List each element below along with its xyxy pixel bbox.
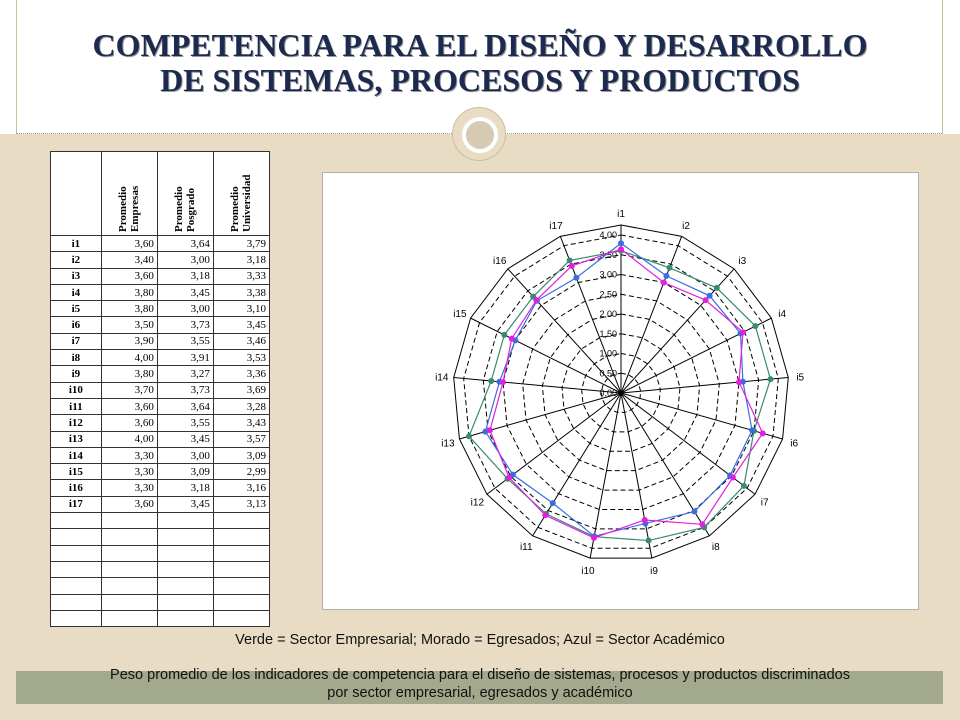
category-label: i17 — [549, 221, 563, 233]
data-point — [691, 509, 697, 515]
row-label: i12 — [51, 415, 102, 431]
cell-universidad: 3,38 — [213, 284, 269, 300]
data-point — [663, 273, 669, 279]
empty-cell — [157, 610, 213, 626]
cell-universidad: 3,46 — [213, 333, 269, 349]
data-point — [703, 297, 709, 303]
tick-label: 2,00 — [599, 309, 617, 319]
empty-cell — [157, 561, 213, 577]
table-row — [51, 366, 270, 382]
data-point — [466, 433, 472, 439]
row-label: i8 — [51, 350, 102, 366]
description-caption: Peso promedio de los indicadores de competencia para el diseño de sistemas, procesos y productos discriminados por sector empresarial, egresados y académico — [110, 667, 850, 701]
cell-empresas: 3,60 — [101, 496, 157, 512]
cell-universidad: 3,79 — [213, 236, 269, 252]
cell-posgrado: 3,27 — [157, 366, 213, 382]
spoke-line — [454, 377, 621, 393]
empty-cell — [213, 529, 269, 545]
tick-label: 1,50 — [599, 328, 617, 339]
cell-empresas: 3,60 — [101, 268, 157, 284]
empty-cell — [157, 545, 213, 561]
table-empty-row — [51, 545, 270, 561]
category-label: i5 — [796, 372, 805, 384]
data-point — [569, 263, 575, 269]
cell-posgrado: 3,45 — [157, 284, 213, 300]
table-row — [51, 398, 270, 414]
row-label: i17 — [51, 496, 102, 512]
cell-empresas: 3,40 — [101, 252, 157, 268]
cell-empresas: 3,30 — [101, 447, 157, 463]
data-point — [509, 336, 515, 342]
row-label: i4 — [51, 284, 102, 300]
cell-universidad: 3,16 — [213, 480, 269, 496]
table-row — [51, 252, 270, 268]
table-empty-row — [51, 594, 270, 610]
empty-cell — [51, 610, 102, 626]
category-label: i13 — [441, 438, 455, 450]
cell-posgrado: 3,91 — [157, 350, 213, 366]
category-label: i9 — [650, 565, 658, 577]
data-point — [646, 538, 652, 544]
category-label: i16 — [493, 255, 507, 267]
cell-posgrado: 3,55 — [157, 333, 213, 349]
data-point — [618, 246, 624, 252]
table-row — [51, 268, 270, 284]
empty-cell — [51, 561, 102, 577]
cell-universidad: 3,36 — [213, 366, 269, 382]
data-point — [573, 275, 579, 281]
empty-cell — [101, 578, 157, 594]
circle-ornament-ring — [462, 117, 498, 153]
category-label: i14 — [435, 372, 449, 384]
data-point — [642, 517, 648, 523]
cell-posgrado: 3,64 — [157, 398, 213, 414]
empty-cell — [51, 545, 102, 561]
frame-right-line — [942, 0, 943, 134]
cell-empresas: 3,80 — [101, 301, 157, 317]
empty-cell — [101, 513, 157, 529]
cell-empresas: 3,30 — [101, 464, 157, 480]
tick-label: 2,50 — [599, 289, 617, 300]
row-label: i5 — [51, 301, 102, 317]
table-header-universidad — [213, 152, 269, 236]
cell-posgrado: 3,00 — [157, 447, 213, 463]
cell-universidad: 3,28 — [213, 398, 269, 414]
data-point — [714, 285, 720, 291]
row-label: i6 — [51, 317, 102, 333]
circle-ornament-icon — [452, 107, 506, 161]
tick-label: 3,50 — [599, 249, 617, 260]
cell-posgrado: 3,00 — [157, 252, 213, 268]
data-point — [760, 430, 766, 436]
empty-cell — [101, 610, 157, 626]
empty-cell — [213, 513, 269, 529]
title-line-1: COMPETENCIA PARA EL DISEÑO Y DESARROLLO — [92, 27, 868, 63]
cell-universidad: 2,99 — [213, 464, 269, 480]
cell-universidad: 3,10 — [213, 301, 269, 317]
cell-posgrado: 3,73 — [157, 317, 213, 333]
table-row — [51, 431, 270, 447]
empty-cell — [51, 513, 102, 529]
data-point — [699, 521, 705, 527]
empty-cell — [51, 594, 102, 610]
data-point — [500, 379, 506, 385]
tick-label: 0,50 — [599, 368, 617, 379]
data-point — [488, 378, 494, 384]
row-label: i2 — [51, 252, 102, 268]
data-point — [767, 376, 773, 382]
table-row — [51, 333, 270, 349]
table-header-empresas — [101, 152, 157, 236]
cell-posgrado: 3,00 — [157, 301, 213, 317]
data-point — [567, 257, 573, 263]
cell-universidad: 3,57 — [213, 431, 269, 447]
empty-cell — [101, 545, 157, 561]
table-row — [51, 236, 270, 252]
cell-posgrado: 3,45 — [157, 496, 213, 512]
cell-universidad: 3,43 — [213, 415, 269, 431]
table-empty-row — [51, 578, 270, 594]
cell-posgrado: 3,55 — [157, 415, 213, 431]
empty-cell — [101, 561, 157, 577]
data-point — [487, 427, 493, 433]
category-label: i7 — [760, 497, 769, 509]
cell-empresas: 4,00 — [101, 350, 157, 366]
empty-cell — [51, 578, 102, 594]
cell-universidad: 3,09 — [213, 447, 269, 463]
category-label: i15 — [453, 308, 467, 320]
data-point — [741, 483, 747, 489]
data-point — [533, 297, 539, 303]
empty-cell — [101, 594, 157, 610]
header-posgrado-text: Promedio Posgrado — [173, 186, 198, 232]
table-row — [51, 317, 270, 333]
cell-empresas: 3,50 — [101, 317, 157, 333]
data-point — [667, 265, 673, 271]
cell-posgrado: 3,64 — [157, 236, 213, 252]
row-label: i7 — [51, 333, 102, 349]
cell-empresas: 3,60 — [101, 236, 157, 252]
cell-empresas: 3,90 — [101, 333, 157, 349]
empty-cell — [213, 578, 269, 594]
cell-posgrado: 3,45 — [157, 431, 213, 447]
row-label: i3 — [51, 268, 102, 284]
table-header-posgrado — [157, 152, 213, 236]
table-row — [51, 382, 270, 398]
header-empresas-text: Promedio Empresas — [117, 185, 142, 232]
empty-cell — [51, 529, 102, 545]
cell-posgrado: 3,18 — [157, 268, 213, 284]
empty-cell — [101, 529, 157, 545]
data-point — [591, 535, 597, 541]
cell-empresas: 3,30 — [101, 480, 157, 496]
table-header-row — [51, 152, 270, 236]
table-row — [51, 464, 270, 480]
header-universidad-text: Promedio Universidad — [229, 174, 254, 232]
table-empty-row — [51, 610, 270, 626]
category-label: i12 — [470, 497, 485, 509]
table-empty-row — [51, 529, 270, 545]
table-row — [51, 415, 270, 431]
cell-empresas: 3,60 — [101, 415, 157, 431]
category-label: i3 — [738, 255, 747, 267]
cell-empresas: 3,80 — [101, 366, 157, 382]
table-row — [51, 301, 270, 317]
table-row — [51, 284, 270, 300]
cell-universidad: 3,53 — [213, 350, 269, 366]
legend-caption: Verde = Sector Empresarial; Morado = Egresados; Azul = Sector Académico — [235, 632, 725, 648]
row-label: i14 — [51, 447, 102, 463]
empty-cell — [157, 513, 213, 529]
category-label: i6 — [790, 438, 799, 450]
row-label: i16 — [51, 480, 102, 496]
empty-cell — [213, 561, 269, 577]
data-point — [740, 329, 746, 335]
table-row — [51, 480, 270, 496]
cell-posgrado: 3,18 — [157, 480, 213, 496]
page-title — [20, 28, 940, 98]
cell-universidad: 3,45 — [213, 317, 269, 333]
cell-empresas: 3,60 — [101, 398, 157, 414]
radar-chart-box — [322, 172, 919, 610]
spoke-line — [621, 377, 788, 393]
title-line-2: DE SISTEMAS, PROCESOS Y PRODUCTOS — [160, 62, 800, 98]
data-point — [542, 512, 548, 518]
tick-label: 3,00 — [599, 269, 617, 280]
frame-left-line — [16, 0, 17, 134]
table-empty-row — [51, 513, 270, 529]
data-point — [730, 475, 736, 481]
data-point — [736, 379, 742, 385]
data-point — [661, 280, 667, 286]
cell-empresas: 3,70 — [101, 382, 157, 398]
row-label: i13 — [51, 431, 102, 447]
tick-label: 1,00 — [599, 348, 617, 359]
data-point — [618, 240, 624, 246]
cell-empresas: 4,00 — [101, 431, 157, 447]
table-row — [51, 350, 270, 366]
empty-cell — [213, 545, 269, 561]
category-label: i1 — [617, 209, 625, 220]
empty-cell — [157, 529, 213, 545]
row-label: i11 — [51, 398, 102, 414]
empty-cell — [157, 594, 213, 610]
data-point — [752, 323, 758, 329]
cell-posgrado: 3,09 — [157, 464, 213, 480]
tick-label: 0,00 — [599, 388, 617, 398]
cell-universidad: 3,69 — [213, 382, 269, 398]
table-row — [51, 447, 270, 463]
cell-universidad: 3,18 — [213, 252, 269, 268]
row-label: i1 — [51, 236, 102, 252]
data-point — [501, 332, 507, 338]
category-label: i11 — [519, 542, 533, 554]
category-label: i4 — [778, 308, 787, 320]
data-point — [749, 427, 755, 433]
category-label: i2 — [682, 221, 690, 233]
empty-cell — [157, 578, 213, 594]
cell-empresas: 3,80 — [101, 284, 157, 300]
data-point — [506, 475, 512, 481]
cell-universidad: 3,33 — [213, 268, 269, 284]
spoke-line — [621, 318, 771, 393]
row-label: i15 — [51, 464, 102, 480]
empty-cell — [213, 610, 269, 626]
category-label: i10 — [581, 565, 595, 577]
table-header-empty — [51, 152, 102, 236]
cell-universidad: 3,13 — [213, 496, 269, 512]
data-point — [550, 500, 556, 506]
cell-posgrado: 3,73 — [157, 382, 213, 398]
table-empty-row — [51, 561, 270, 577]
data-table — [50, 151, 270, 627]
empty-cell — [213, 594, 269, 610]
row-label: i9 — [51, 366, 102, 382]
radar-chart — [323, 173, 918, 609]
category-label: i8 — [711, 542, 720, 554]
table-row — [51, 496, 270, 512]
row-label: i10 — [51, 382, 102, 398]
tick-label: 4,00 — [599, 230, 617, 240]
